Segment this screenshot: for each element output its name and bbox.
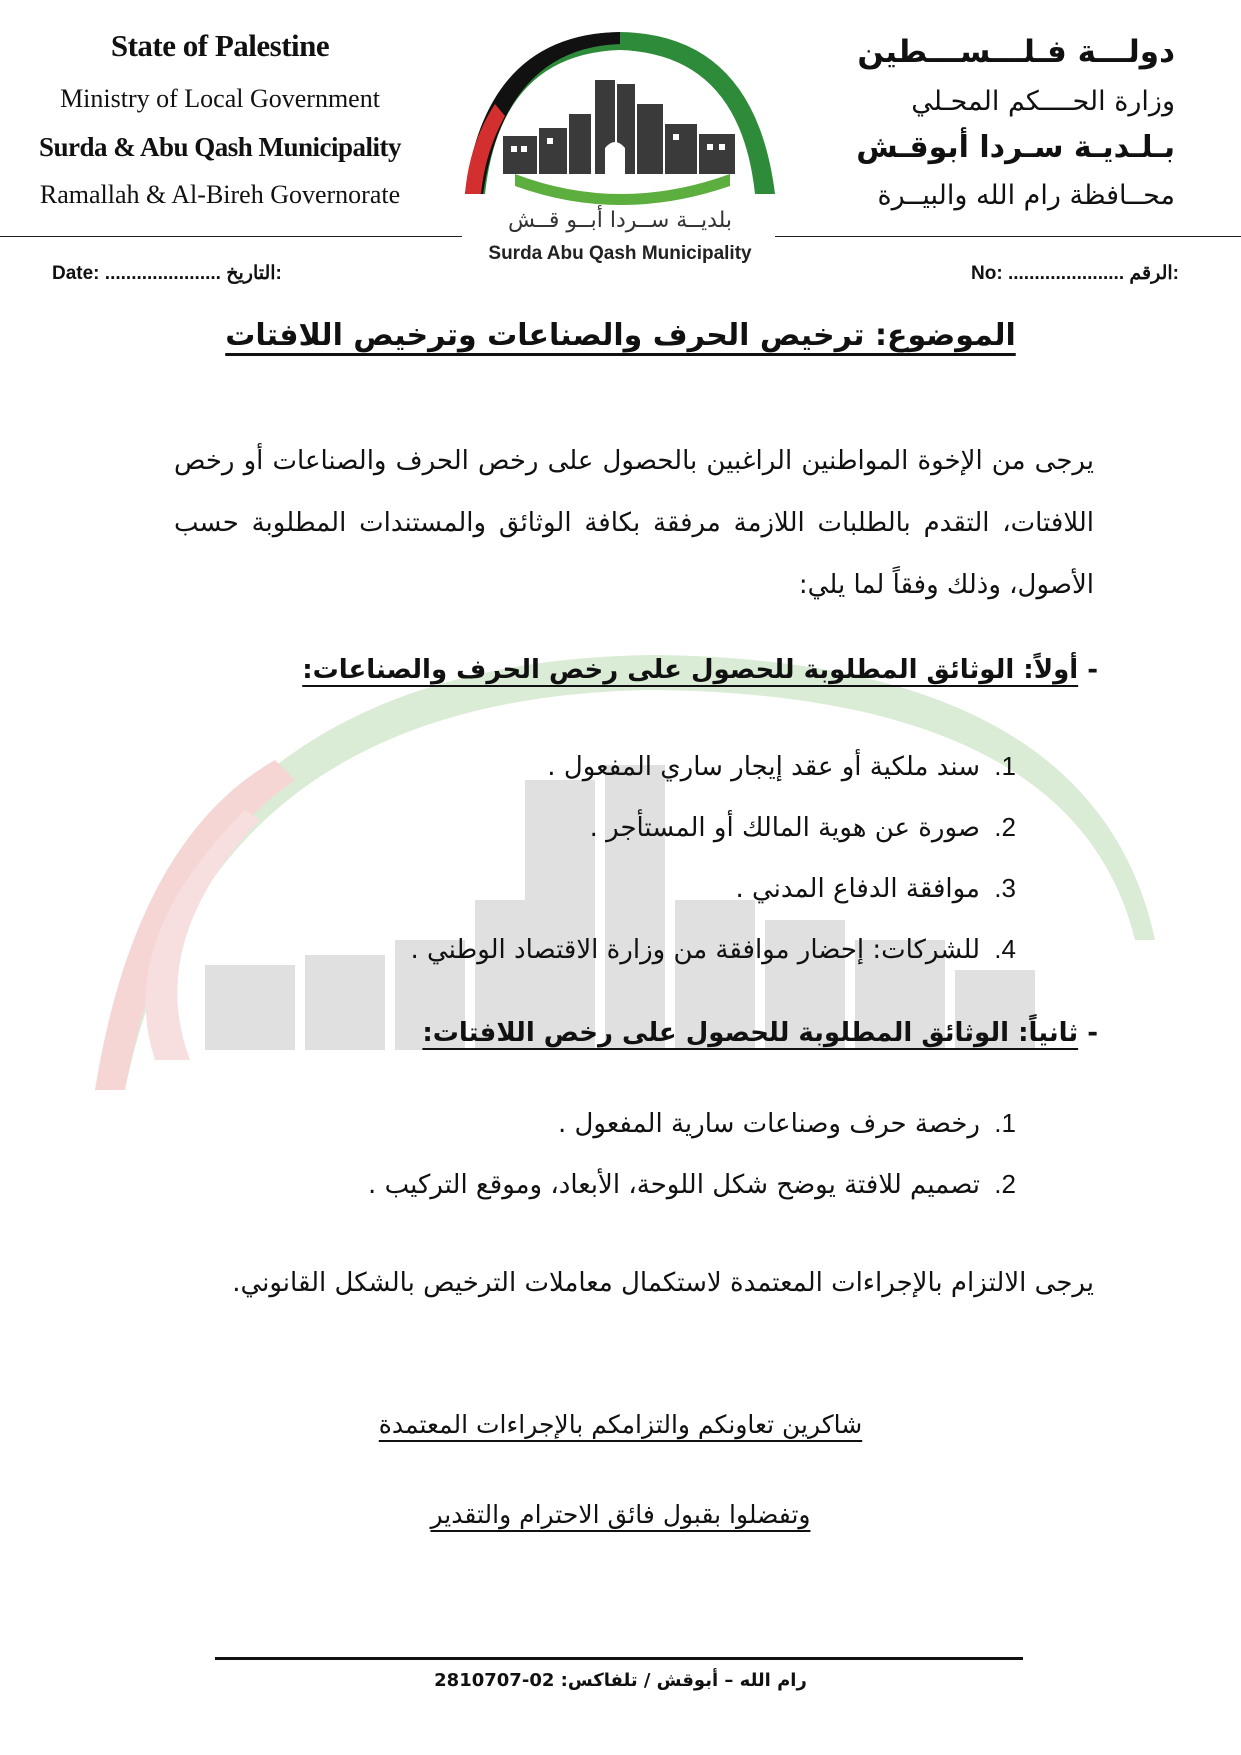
no-label-ar: الرقم: bbox=[1129, 263, 1179, 284]
section-one-title: أولاً: الوثائق المطلوبة للحصول على رخص الحرف والصناعات: bbox=[302, 655, 1079, 685]
section-two-title: ثانياً: الوثائق المطلوبة للحصول على رخص اللافتات: bbox=[422, 1018, 1079, 1048]
item-number: 3. bbox=[994, 873, 1016, 903]
arabic-governorate-name: محــافظة رام الله والبيــرة bbox=[877, 180, 1175, 211]
item-text: موافقة الدفاع المدني . bbox=[735, 874, 980, 904]
item-text: للشركات: إحضار موافقة من وزارة الاقتصاد الوطني . bbox=[410, 935, 980, 965]
date-label-ar: التاريخ: bbox=[226, 263, 282, 284]
arabic-state-title: دولـــة فـلـــســـطين bbox=[857, 34, 1175, 70]
list-item bbox=[368, 1093, 1016, 1154]
closing-thanks-text: شاكرين تعاونكم والتزامكم بالإجراءات المعتمدة bbox=[378, 1410, 863, 1439]
list-item bbox=[410, 919, 1016, 980]
intro-paragraph: يرجى من الإخوة المواطنين الراغبين بالحصول على رخص الحرف والصناعات أو رخص اللافتات، التقدم بالطلبات اللازمة مرفقة بكافة الوثائق والمستندات المطلوبة حسب الأصول، وذلك وفقاً لما يلي: bbox=[174, 446, 1094, 600]
reference-number-field bbox=[971, 262, 1179, 285]
english-municipality-name: Surda & Abu Qash Municipality bbox=[38, 132, 402, 162]
header-divider-left bbox=[0, 236, 462, 237]
list-item bbox=[368, 1154, 1016, 1215]
item-text: صورة عن هوية المالك أو المستأجر . bbox=[589, 813, 980, 843]
no-label-en: No: bbox=[971, 263, 1003, 284]
list-item bbox=[410, 736, 1016, 797]
item-number: 4. bbox=[994, 934, 1016, 964]
item-number: 1. bbox=[994, 1108, 1016, 1138]
closing-regards bbox=[0, 1500, 1241, 1529]
item-number: 1. bbox=[994, 751, 1016, 781]
english-governorate-name: Ramallah & Al-Bireh Governorate bbox=[39, 180, 401, 209]
item-text: تصميم للافتة يوضح شكل اللوحة، الأبعاد، وموقع التركيب . bbox=[368, 1170, 980, 1200]
header-divider-right bbox=[775, 236, 1241, 237]
item-number: 2. bbox=[994, 812, 1016, 842]
section-two-list bbox=[368, 1093, 1016, 1215]
closing-regards-text: وتفضلوا بقبول فائق الاحترام والتقدير bbox=[430, 1500, 811, 1529]
arabic-ministry-name: وزارة الحــــكم المحـلي bbox=[911, 86, 1175, 117]
logo-arabic-caption: بلديــة ســردا أبــو قــش bbox=[507, 208, 733, 233]
arabic-municipality-name: بـلـديـة سـردا أبوقـش bbox=[856, 130, 1175, 165]
date-label-en: Date: bbox=[52, 263, 100, 284]
list-item bbox=[410, 797, 1016, 858]
item-text: رخصة حرف وصناعات سارية المفعول . bbox=[557, 1109, 980, 1139]
logo-english-caption: Surda Abu Qash Municipality bbox=[488, 243, 752, 264]
no-dots: ...................... bbox=[1007, 263, 1125, 284]
section-two-heading bbox=[422, 1018, 1098, 1048]
english-ministry-name: Ministry of Local Government bbox=[60, 84, 380, 113]
conclusion-paragraph: يرجى الالتزام بالإجراءات المعتمدة لاستكمال معاملات الترخيص بالشكل القانوني. bbox=[232, 1268, 1094, 1298]
footer-contact: رام الله – أبوقش / تلفاكس: 02-2810707 bbox=[434, 1670, 807, 1691]
subject-text: الموضوع: ترخيص الحرف والصناعات وترخيص اللافتات bbox=[225, 318, 1016, 353]
date-dots: ...................... bbox=[104, 263, 221, 284]
section-one-list bbox=[410, 736, 1016, 980]
date-field bbox=[52, 262, 282, 285]
municipality-logo bbox=[455, 24, 785, 224]
letter-subject bbox=[0, 318, 1241, 353]
section-two-bullet: - bbox=[1087, 1018, 1098, 1048]
list-item bbox=[410, 858, 1016, 919]
section-one-heading bbox=[302, 655, 1098, 685]
footer-divider bbox=[215, 1657, 1023, 1660]
section-one-bullet: - bbox=[1087, 655, 1098, 685]
item-number: 2. bbox=[994, 1169, 1016, 1199]
closing-thanks bbox=[0, 1410, 1241, 1439]
item-text: سند ملكية أو عقد إيجار ساري المفعول . bbox=[547, 752, 980, 782]
english-state-title: State of Palestine bbox=[110, 28, 330, 63]
